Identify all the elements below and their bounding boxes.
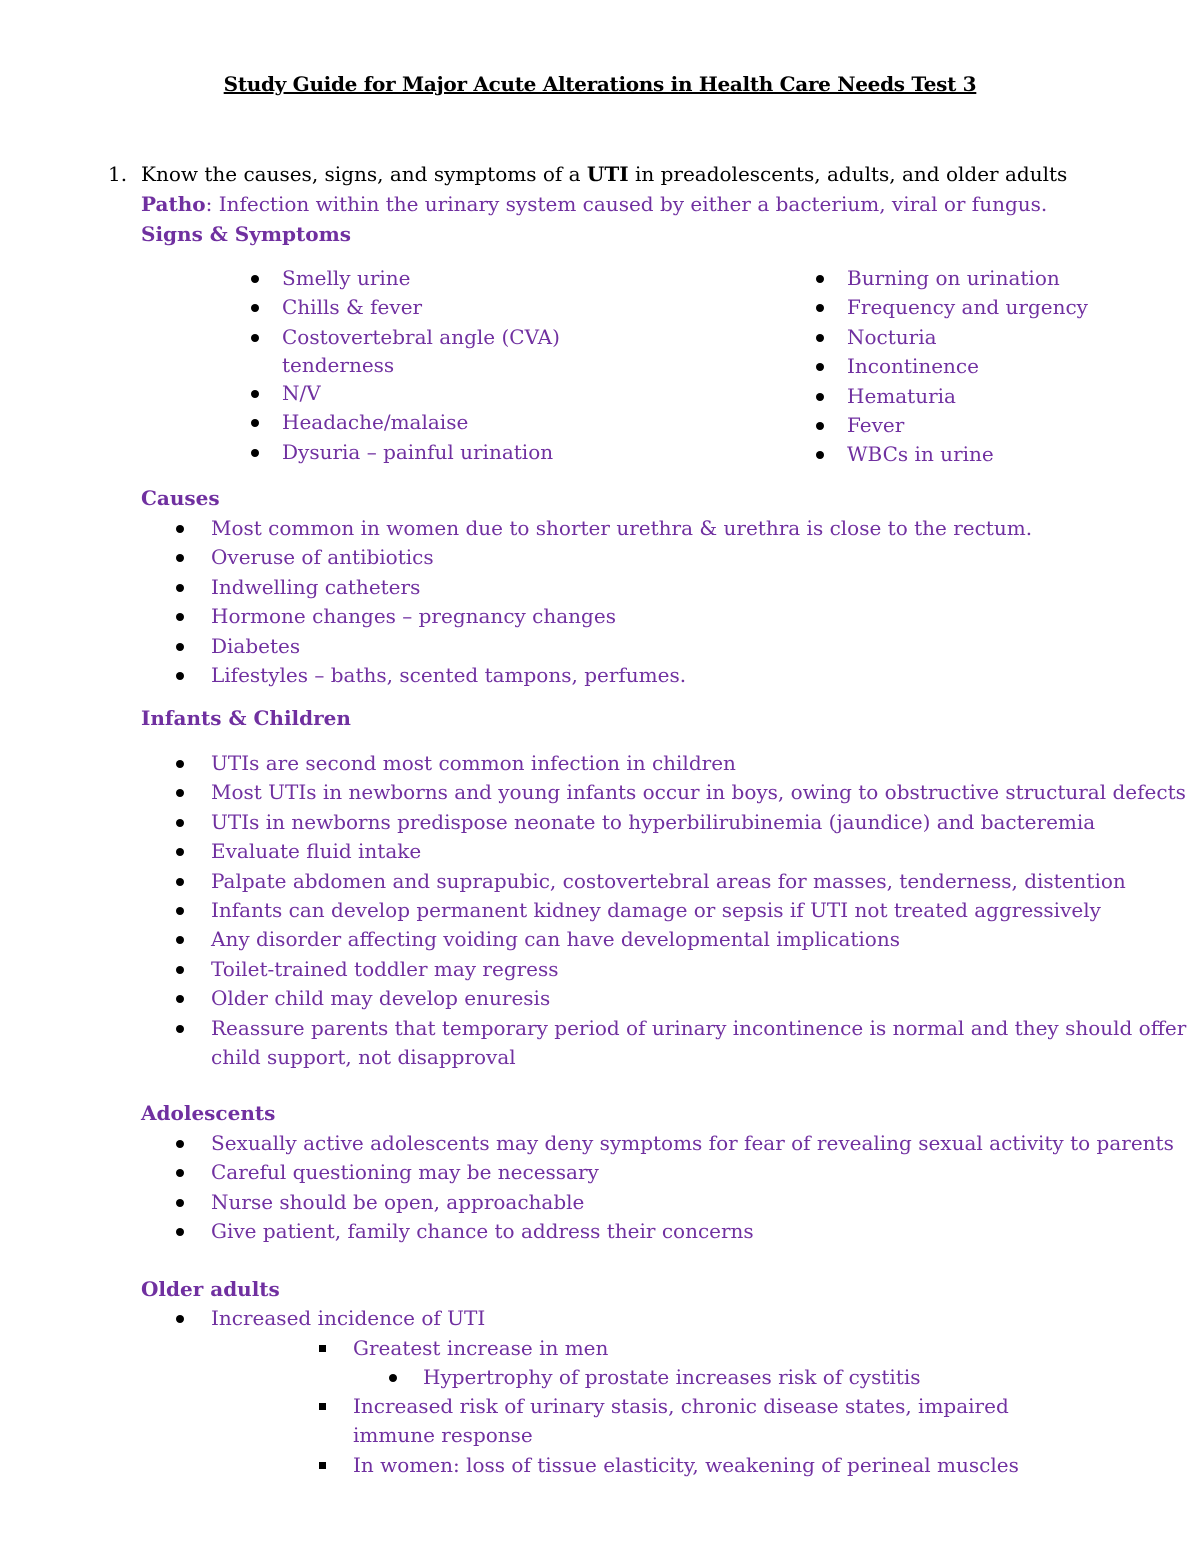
adolescents-list (211, 1129, 1174, 1247)
signs-list-right (847, 264, 1088, 470)
bullet-icon (251, 304, 259, 312)
list-item: Infants can develop permanent kidney damage or sepsis if UTI not treated aggressively (211, 896, 1186, 925)
causes-heading: Causes (141, 486, 220, 510)
question-text-start: Know the causes, signs, and symptoms of a (141, 162, 587, 186)
list-item: Smelly urine (282, 264, 560, 293)
bullet-icon (816, 275, 824, 283)
list-item-continued: tenderness (282, 352, 395, 377)
bullet-icon (176, 1199, 184, 1207)
list-item: Incontinence (847, 352, 1088, 381)
bullet-icon (816, 393, 824, 401)
list-item-continued: immune response (353, 1423, 533, 1448)
list-item: Increased risk of urinary stasis, chronic disease states, impaired (353, 1392, 1019, 1421)
list-item: Dysuria – painful urination (282, 438, 560, 467)
bullet-icon (251, 419, 259, 427)
bullet-icon (176, 1140, 184, 1148)
list-item: Headache/malaise (282, 408, 560, 437)
list-item: Sexually active adolescents may deny symptoms for fear of revealing sexual activity to parents (211, 1129, 1174, 1158)
list-item: N/V (282, 379, 560, 408)
list-item: Increased incidence of UTI (211, 1304, 485, 1333)
list-item: Hormone changes – pregnancy changes (211, 602, 1032, 631)
list-item: Evaluate fluid intake (211, 837, 1186, 866)
bullet-icon (816, 363, 824, 371)
list-item: WBCs in urine (847, 440, 1088, 469)
bullet-icon (816, 422, 824, 430)
list-item: Careful questioning may be necessary (211, 1158, 1174, 1187)
bullet-icon (251, 449, 259, 457)
list-item: Fever (847, 411, 1088, 440)
bullet-icon (176, 760, 184, 768)
list-item: Toilet-trained toddler may regress (211, 955, 1186, 984)
bullet-icon (176, 966, 184, 974)
signs-symptoms-heading: Signs & Symptoms (141, 222, 352, 246)
older-adults-subsublist (423, 1363, 921, 1392)
list-item: Greatest increase in men (353, 1334, 608, 1363)
patho-line (141, 192, 1047, 216)
patho-label: Patho (141, 192, 206, 216)
bullet-icon (176, 936, 184, 944)
infants-list (211, 749, 1186, 1072)
list-item: Chills & fever (282, 293, 560, 322)
bullet-icon (816, 334, 824, 342)
older-adults-sublist-2 (353, 1392, 1019, 1480)
list-item: Give patient, family chance to address their concerns (211, 1217, 1174, 1246)
list-item: UTIs are second most common infection in children (211, 749, 1186, 778)
bullet-icon (176, 995, 184, 1003)
list-item: Nurse should be open, approachable (211, 1188, 1174, 1217)
bullet-icon (251, 334, 259, 342)
list-item: Nocturia (847, 323, 1088, 352)
bullet-icon (389, 1374, 397, 1382)
square-bullet-icon (319, 1462, 326, 1469)
bullet-icon (251, 390, 259, 398)
older-adults-sublist (353, 1334, 608, 1363)
bullet-icon (176, 672, 184, 680)
bullet-icon (176, 525, 184, 533)
bullet-icon (176, 554, 184, 562)
list-item: Hematuria (847, 382, 1088, 411)
bullet-icon (176, 643, 184, 651)
bullet-icon (176, 848, 184, 856)
list-item: Older child may develop enuresis (211, 984, 1186, 1013)
bullet-icon (816, 304, 824, 312)
infants-heading: Infants & Children (141, 706, 351, 730)
adolescents-heading: Adolescents (141, 1101, 276, 1125)
bullet-icon (176, 1315, 184, 1323)
question-number: 1. (108, 162, 128, 186)
list-item: UTIs in newborns predispose neonate to hyperbilirubinemia (jaundice) and bacteremia (211, 808, 1186, 837)
bullet-icon (176, 1228, 184, 1236)
bullet-icon (176, 1169, 184, 1177)
square-bullet-icon (319, 1345, 326, 1352)
bullet-icon (176, 613, 184, 621)
bullet-icon (176, 819, 184, 827)
older-adults-heading: Older adults (141, 1277, 280, 1301)
bullet-icon (251, 275, 259, 283)
list-item: Overuse of antibiotics (211, 543, 1032, 572)
bullet-icon (176, 789, 184, 797)
list-item: Most UTIs in newborns and young infants occur in boys, owing to obstructive structural defects (211, 778, 1186, 807)
list-item: Reassure parents that temporary period of urinary incontinence is normal and they should offer (211, 1014, 1186, 1043)
older-adults-list (211, 1304, 485, 1333)
question-text-end: in preadolescents, adults, and older adults (628, 162, 1068, 186)
question-1 (108, 162, 1067, 186)
bullet-icon (176, 878, 184, 886)
list-item: Most common in women due to shorter urethra & urethra is close to the rectum. (211, 514, 1032, 543)
list-item: Indwelling catheters (211, 573, 1032, 602)
bullet-icon (176, 1025, 184, 1033)
causes-list (211, 514, 1032, 690)
list-item: Any disorder affecting voiding can have developmental implications (211, 925, 1186, 954)
list-item: Hypertrophy of prostate increases risk of cystitis (423, 1363, 921, 1392)
list-item: Costovertebral angle (CVA) (282, 323, 560, 351)
list-item: Burning on urination (847, 264, 1088, 293)
list-item: Diabetes (211, 632, 1032, 661)
square-bullet-icon (319, 1403, 326, 1410)
patho-text: : Infection within the urinary system caused by either a bacterium, viral or fungus. (205, 192, 1048, 216)
list-item: In women: loss of tissue elasticity, weakening of perineal muscles (353, 1451, 1019, 1480)
list-item: Frequency and urgency (847, 293, 1088, 322)
signs-list-left (282, 264, 560, 467)
bullet-icon (816, 451, 824, 459)
bullet-icon (176, 584, 184, 592)
list-item: Palpate abdomen and suprapubic, costovertebral areas for masses, tenderness, distention (211, 867, 1186, 896)
list-item-continued: child support, not disapproval (211, 1045, 516, 1070)
list-item: Lifestyles – baths, scented tampons, perfumes. (211, 661, 1032, 690)
document-title: Study Guide for Major Acute Alterations in Health Care Needs Test 3 (223, 72, 977, 96)
bullet-icon (176, 907, 184, 915)
question-text-bold: UTI (586, 162, 629, 186)
